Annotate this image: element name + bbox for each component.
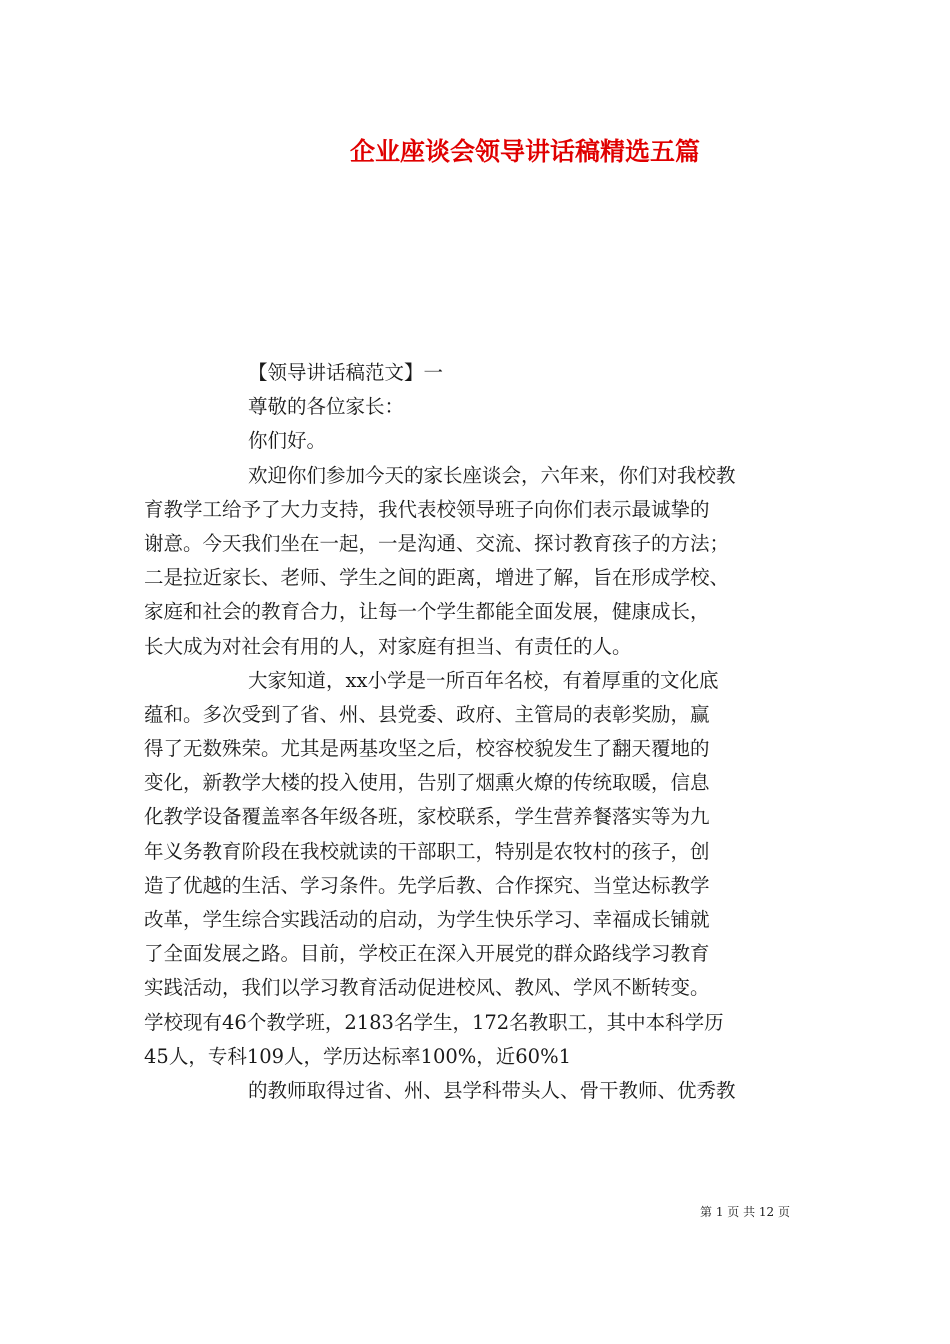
text-line: 大家知道，xx小学是一所百年名校，有着厚重的文化底 — [248, 668, 719, 692]
text-line: 蕴和。多次受到了省、州、县党委、政府、主管局的表彰奖励，赢 — [144, 702, 710, 726]
text-line: 你们好。 — [248, 429, 327, 453]
document-body — [144, 356, 824, 1108]
text-line: 学校现有46个教学班，2183名学生，172名教职工，其中本科学历 — [144, 1010, 724, 1034]
text-line: 化教学设备覆盖率各年级各班，家校联系，学生营养餐落实等为九 — [144, 805, 710, 829]
text-line: 育教学工给予了大力支持，我代表校领导班子向你们表示最诚挚的 — [144, 497, 710, 521]
text-line: 欢迎你们参加今天的家长座谈会，六年来，你们对我校教 — [248, 463, 736, 487]
text-line: 长大成为对社会有用的人，对家庭有担当、有责任的人。 — [144, 634, 632, 658]
text-line: 的教师取得过省、州、县学科带头人、骨干教师、优秀教 — [248, 1078, 736, 1102]
text-line: 谢意。今天我们坐在一起，一是沟通、交流、探讨教育孩子的方法； — [144, 531, 730, 555]
document-title: 企业座谈会领导讲话稿精选五篇 — [349, 137, 700, 166]
text-line: 年义务教育阶段在我校就读的干部职工，特别是农牧村的孩子，创 — [144, 839, 710, 863]
text-line: 二是拉近家长、老师、学生之间的距离，增进了解，旨在形成学校、 — [144, 566, 730, 590]
text-line: 尊敬的各位家长： — [248, 395, 405, 419]
text-line: 得了无数殊荣。尤其是两基攻坚之后，校容校貌发生了翻天覆地的 — [144, 737, 710, 761]
text-line: 改革，学生综合实践活动的启动，为学生快乐学习、幸福成长铺就 — [144, 908, 710, 931]
text-line: 家庭和社会的教育合力，让每一个学生都能全面发展，健康成长， — [144, 600, 710, 624]
text-line: 造了优越的生活、学习条件。先学后教、合作探究、当堂达标教学 — [144, 873, 710, 897]
page-footer: 第 1 页 共 12 页 — [700, 1205, 790, 1219]
text-line: 了全面发展之路。目前，学校正在深入开展党的群众路线学习教育 — [144, 942, 710, 966]
text-line: 45人，专科109人，学历达标率100%，近60%1 — [144, 1044, 572, 1068]
text-line: 【领导讲话稿范文】一 — [248, 361, 444, 384]
text-line: 实践活动，我们以学习教育活动促进校风、教风、学风不断转变。 — [144, 976, 710, 1000]
text-line: 变化，新教学大楼的投入使用，告别了烟熏火燎的传统取暖，信息 — [144, 771, 710, 795]
